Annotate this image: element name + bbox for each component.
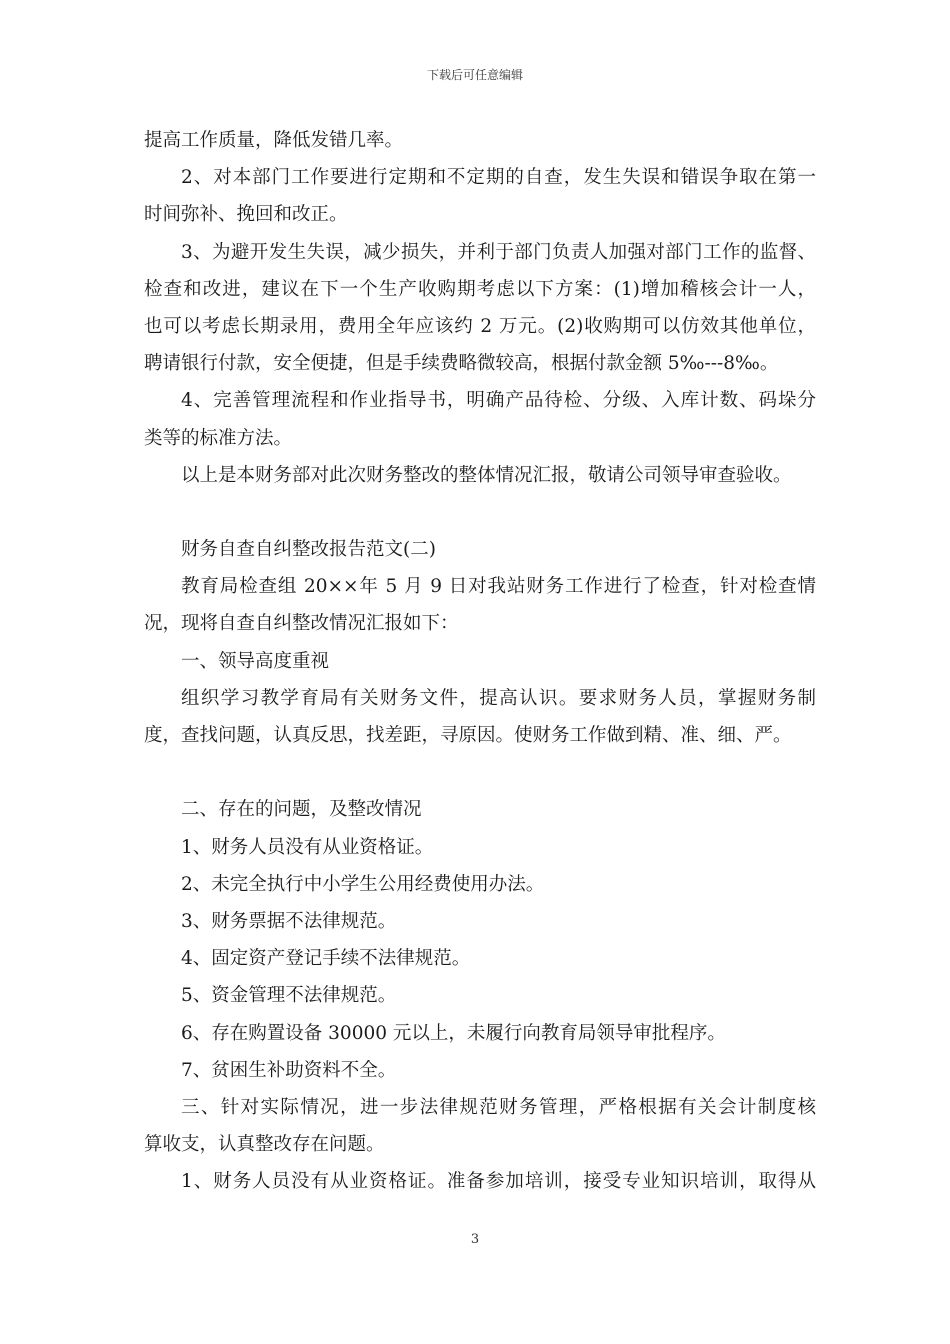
list-item: 2、未完全执行中小学生公用经费使用办法。 [181, 873, 545, 895]
paragraph-line: 2、对本部门工作要进行定期和不定期的自查，发生失误和错误争取在第一 [181, 167, 816, 189]
blank-line [144, 494, 816, 531]
paragraph-line: 3、为避开发生失误，减少损失，并利于部门负责人加强对部门工作的监督、 [181, 241, 816, 263]
list-item: 6、存在购置设备 30000 元以上，未履行向教育局领导审批程序。 [181, 1022, 726, 1044]
paragraph-line: 1、财务人员没有从业资格证。准备参加培训，接受专业知识培训，取得从 [181, 1171, 816, 1193]
list-item: 3、财务票据不法律规范。 [181, 910, 397, 932]
paragraph-line: 算收支，认真整改存在问题。 [144, 1134, 385, 1156]
page-header-note: 下载后可任意编辑 [426, 68, 523, 82]
paragraph-line: 时间弥补、挽回和改正。 [144, 204, 348, 226]
list-item: 7、贫困生补助资料不全。 [181, 1059, 397, 1081]
paragraph-line: 也可以考虑长期录用，费用全年应该约 2 万元。(2)收购期可以仿效其他单位， [144, 315, 816, 337]
page-number: 3 [470, 1232, 480, 1247]
paragraph-line: 类等的标准方法。 [144, 427, 293, 449]
blank-line [144, 754, 816, 791]
document-body [144, 122, 816, 1200]
list-item: 4、固定资产登记手续不法律规范。 [181, 948, 471, 970]
section-heading: 二、存在的问题，及整改情况 [181, 799, 422, 821]
paragraph-line: 以上是本财务部对此次财务整改的整体情况汇报，敬请公司领导审查验收。 [181, 464, 792, 486]
paragraph-line: 组织学习教学育局有关财务文件，提高认识。要求财务人员，掌握财务制 [181, 687, 816, 709]
section-heading: 一、领导高度重视 [181, 650, 330, 672]
paragraph-line: 4、完善管理流程和作业指导书，明确产品待检、分级、入库计数、码垛分 [181, 390, 816, 412]
paragraph-line: 教育局检查组 20××年 5 月 9 日对我站财务工作进行了检查，针对检查情 [181, 576, 816, 598]
list-item: 5、资金管理不法律规范。 [181, 985, 397, 1007]
paragraph-line: 检查和改进，建议在下一个生产收购期考虑以下方案：(1)增加稽核会计一人， [144, 278, 816, 300]
list-item: 1、财务人员没有从业资格证。 [181, 836, 434, 858]
paragraph-line: 度，查找问题，认真反思，找差距，寻原因。使财务工作做到精、准、细、严。 [144, 725, 792, 746]
paragraph-line: 三、针对实际情况，进一步法律规范财务管理，严格根据有关会计制度核 [181, 1096, 816, 1118]
paragraph-line: 聘请银行付款，安全便捷，但是手续费略微较高，根据付款金额 5‰---8‰。 [144, 353, 779, 375]
paragraph-line: 提高工作质量，降低发错几率。 [144, 130, 404, 151]
paragraph-line: 况，现将自查自纠整改情况汇报如下： [144, 613, 459, 635]
section-title: 财务自查自纠整改报告范文(二) [181, 539, 436, 561]
